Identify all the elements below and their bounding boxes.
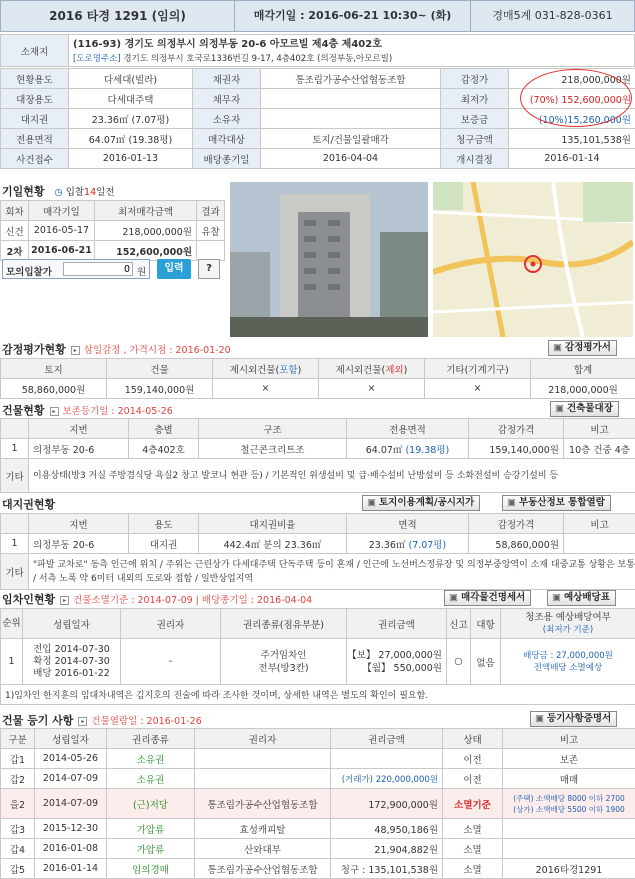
land-note: "파발 교차로" 동측 인근에 위치 / 주위는 근린상가 다세대주택 단독주택 등이 혼재 / 인근에 노선버스정류장 및 의정부중앙역이 소재 대중교통 상황은 보통 / 서측 노폭 약 6미터 내외의 도로와 접함 / 일반상업지역 — [29, 554, 635, 590]
auction-table: 회차 매각기일 최저매각금액 결과 신건 2016-05-17 218,000,000원 유찰 2차 2016-06-21 152,600,000원 — [0, 200, 225, 261]
location-map[interactable] — [433, 182, 633, 337]
document-icon: ▣ — [555, 403, 564, 414]
info-row: 대장용도 다세대주택 채무자 최저가 (70%) 152,600,000원 — [1, 89, 635, 109]
document-icon: ▣ — [535, 713, 544, 724]
appraisal-section-title: 감정평가현황 ▸ 삼일감정 , 가격시점 : 2016-01-20 — [2, 341, 231, 357]
document-icon: ▣ — [553, 342, 562, 353]
land-use-plan-button[interactable]: ▣ 토지이용계획/공시지가 — [362, 495, 480, 511]
tenant-table: 순위 성립일자 권리자 권리종류(점유부분) 권리금액 신고 대항 청조용 예상배당여부 (최저가 기준) 1 전입 2014-07-30 확정 2014-07-30 배당 2016-01-22 - 주거임차인 전부(방3칸) 【보】 27,000,000원 【월】 550,000원 ○ 없음 배당금 : 27,000,000원 전액배당 소멸예상 1)임차인 한지훈의 임대차내역은 김지호의 진술에 따라 조사한 것이며, 상세한 내역은 별도의 확인이 필요함. — [0, 608, 635, 705]
document-icon: ▣ — [552, 592, 561, 603]
property-info-button[interactable]: ▣ 부동산정보 통합열람 — [502, 495, 611, 511]
tenant-note: 1)임차인 한지훈의 임대차내역은 김지호의 진술에 따라 조사한 것이며, 상세한 내역은 별도의 확인이 필요함. — [1, 685, 635, 705]
appraisal-report-button[interactable]: ▣ 감정평가서 — [548, 340, 617, 356]
building-photo-image — [230, 182, 428, 337]
arrow-icon: ▸ — [50, 407, 59, 416]
min-price: (70%) 152,600,000원 — [509, 89, 635, 109]
appraisal-row: 58,860,000원 159,140,000원 × × × 218,000,000원 — [1, 379, 635, 399]
highlight-circle — [520, 69, 632, 127]
location-label: 소재지 — [1, 35, 69, 67]
registry-row: 갑5 2016-01-14 임의경매 통조림가공수산업협동조합 청구 : 135,101,538원 소멸 2016타경1291 — [1, 859, 635, 879]
case-number: 2016 타경 1291 (임의) — [1, 1, 235, 31]
registry-row: 을2 2014-07-09 (근)저당 통조림가공수산업협동조합 172,900,000원 소멸기준 (주택) 소액배당 8000 이하 2700 (상가) 소액배당 5500 이하 1900 — [1, 789, 635, 819]
registry-section-title: 건물 등기 사항 ▸ 건물열람일 : 2016-01-26 — [2, 712, 202, 728]
help-button[interactable]: ? — [198, 259, 220, 279]
clock-icon: ◷ — [54, 187, 62, 198]
registry-row: 갑2 2014-07-09 소유권 (거래가) 220,000,000원 이전 매매 — [1, 769, 635, 789]
registry-row: 갑4 2016-01-08 가압류 산와대부 21,904,882원 소멸 — [1, 839, 635, 859]
building-table: 지번 층별 구조 전용면적 감정가격 비고 1 의정부동 20-6 4층402호 철근콘크리트조 64.07㎡ (19.38평) 159,140,000원 10층 건중 4층 기타 이용상태(방3 거실 주방겸식당 욕실2 창고 발코니 현관 등) / 기본적인 위생설비 및 급·배수설비 난방설비 등 소화전설비 승강기설비 등 — [0, 418, 635, 493]
info-row: 전용면적 64.07㎡ (19.38평) 매각대상 토지/건물일괄매각 청구금액 135,101,538원 — [1, 129, 635, 149]
sale-statement-button[interactable]: ▣ 매각물건명세서 — [444, 590, 531, 606]
deposit: (10%)15,260,000원 — [509, 109, 635, 129]
land-section-title: 대지권현황 — [2, 496, 55, 512]
registry-row: 갑3 2015-12-30 가압류 효성캐피탈 48,950,186원 소멸 — [1, 819, 635, 839]
building-register-button[interactable]: ▣ 건축물대장 — [550, 401, 619, 417]
location-table — [0, 34, 635, 67]
document-icon: ▣ — [367, 497, 376, 508]
info-row: 사건접수 2016-01-13 배당종기일 2016-04-04 개시결정 2016-01-14 — [1, 149, 635, 169]
property-photo[interactable] — [230, 182, 428, 337]
expected-dividend-button[interactable]: ▣ 예상배당표 — [547, 590, 616, 606]
document-icon: ▣ — [507, 497, 516, 508]
arrow-icon: ▸ — [60, 596, 69, 605]
submit-bid-button[interactable]: 입력 — [157, 259, 191, 279]
registry-table: 구분 성립일자 권리종류 권리자 권리금액 상태 비고 갑1 2014-05-26 소유권 이전 보존 갑2 2014-07-09 소유권 (거래가) 220,000,000원 이전 매매 을2 2014-07-09 (근)저당 통조림가공수산업협동조합 172,900,000원 소멸기준 (주택) 소액배당 8000 이하 2700 (상가) 소액배당 5500 이하 1900 갑3 2015-12-30 가압류 효성캐피탈 48,950,186원 소멸 갑4 2016-01-08 가압류 산와대부 21,904,882원 소멸 갑5 2016-01-14 임의경매 통조림가공수산업협동조합 청구 : 135,101,538원 소멸 2016타경1291 — [0, 728, 635, 879]
map-image — [433, 182, 633, 337]
court-contact: 경매5계 031-828-0361 — [471, 1, 634, 31]
building-row: 1 의정부동 20-6 4층402호 철근콘크리트조 64.07㎡ (19.38평) 159,140,000원 10층 건중 4층 — [1, 439, 635, 459]
road-address-tag[interactable]: [도로명주소] — [73, 54, 121, 64]
arrow-icon: ▸ — [78, 717, 87, 726]
tenant-row: 1 전입 2014-07-30 확정 2014-07-30 배당 2016-01-22 - 주거임차인 전부(방3칸) 【보】 27,000,000원 【월】 550,000원 ○ 없음 배당금 : 27,000,000원 전액배당 소멸예상 — [1, 639, 635, 685]
days-left: 입찰14일전 — [66, 187, 115, 198]
registry-certificate-button[interactable]: ▣ 등기사항증명서 — [530, 711, 617, 727]
zip-code: (116-93) — [73, 39, 121, 50]
small-dividend-note: (주택) 소액배당 8000 이하 2700 (상가) 소액배당 5500 이하 1900 — [503, 789, 635, 819]
building-note: 이용상태(방3 거실 주방겸식당 욕실2 창고 발코니 현관 등) / 기본적인 위생설비 및 급·배수설비 난방설비 등 소화전설비 승강기설비 등 — [29, 459, 635, 493]
appraisal-table: 토지 건물 제시외건물(포함) 제시외건물(제외) 기타(기계기구) 합계 58,860,000원 159,140,000원 × × × 218,000,000원 — [0, 358, 635, 399]
auction-row: 신건 2016-05-17 218,000,000원 유찰 — [1, 221, 225, 241]
address: 경기도 의정부시 의정부동 20-6 아모르빌 제4층 제402호 — [125, 39, 382, 50]
building-section-title: 건물현황 ▸ 보존등기일 : 2014-05-26 — [2, 402, 173, 418]
mock-bid-input[interactable] — [63, 262, 133, 276]
arrow-icon: ▸ — [71, 346, 80, 355]
mock-bid-box: 모의입찰가 0 원 — [2, 259, 150, 279]
land-table: 지번 용도 대지권비율 면적 감정가격 비고 1 의정부동 20-6 대지권 442.4㎡ 분의 23.36㎡ 23.36㎡ (7.07평) 58,860,000원 기타 "파발 교차로" 동측 인근에 위치 / 주위는 근린상가 다세대주택 단독주택 등이 혼재 / 인근에 노선버스정류장 및 의정부중앙역이 소재 대중교통 상황은 보통 / 서측 노폭 약 6미터 내외의 도로와 접함 / 일반상업지역 — [0, 513, 635, 590]
sale-date: 매각기일 : 2016-06-21 10:30~ (화) — [235, 1, 471, 31]
auction-section-title: 기일현황 ◷ 입찰14일전 — [2, 183, 115, 199]
info-row: 대지권 23.36㎡ (7.07평) 소유자 보증금 (10%)15,260,000원 — [1, 109, 635, 129]
info-row: 현황용도 다세대(빌라) 채권자 통조림가공수산업협동조합 감정가 218,000,000원 — [1, 69, 635, 89]
auction-row: 2차 2016-06-21 152,600,000원 — [1, 241, 225, 261]
case-header — [0, 0, 635, 32]
tenant-section-title: 임차인현황 ▸ 건물소멸기준 : 2014-07-09 | 배당종기일 : 2016-04-04 — [2, 591, 312, 607]
land-row: 1 의정부동 20-6 대지권 442.4㎡ 분의 23.36㎡ 23.36㎡ (7.07평) 58,860,000원 — [1, 534, 635, 554]
document-icon: ▣ — [449, 592, 458, 603]
registry-row: 갑1 2014-05-26 소유권 이전 보존 — [1, 749, 635, 769]
road-address: 경기도 의정부시 호국로1336번길 9-17, 4층402호 (의정부동,아모르빌) — [123, 54, 392, 64]
